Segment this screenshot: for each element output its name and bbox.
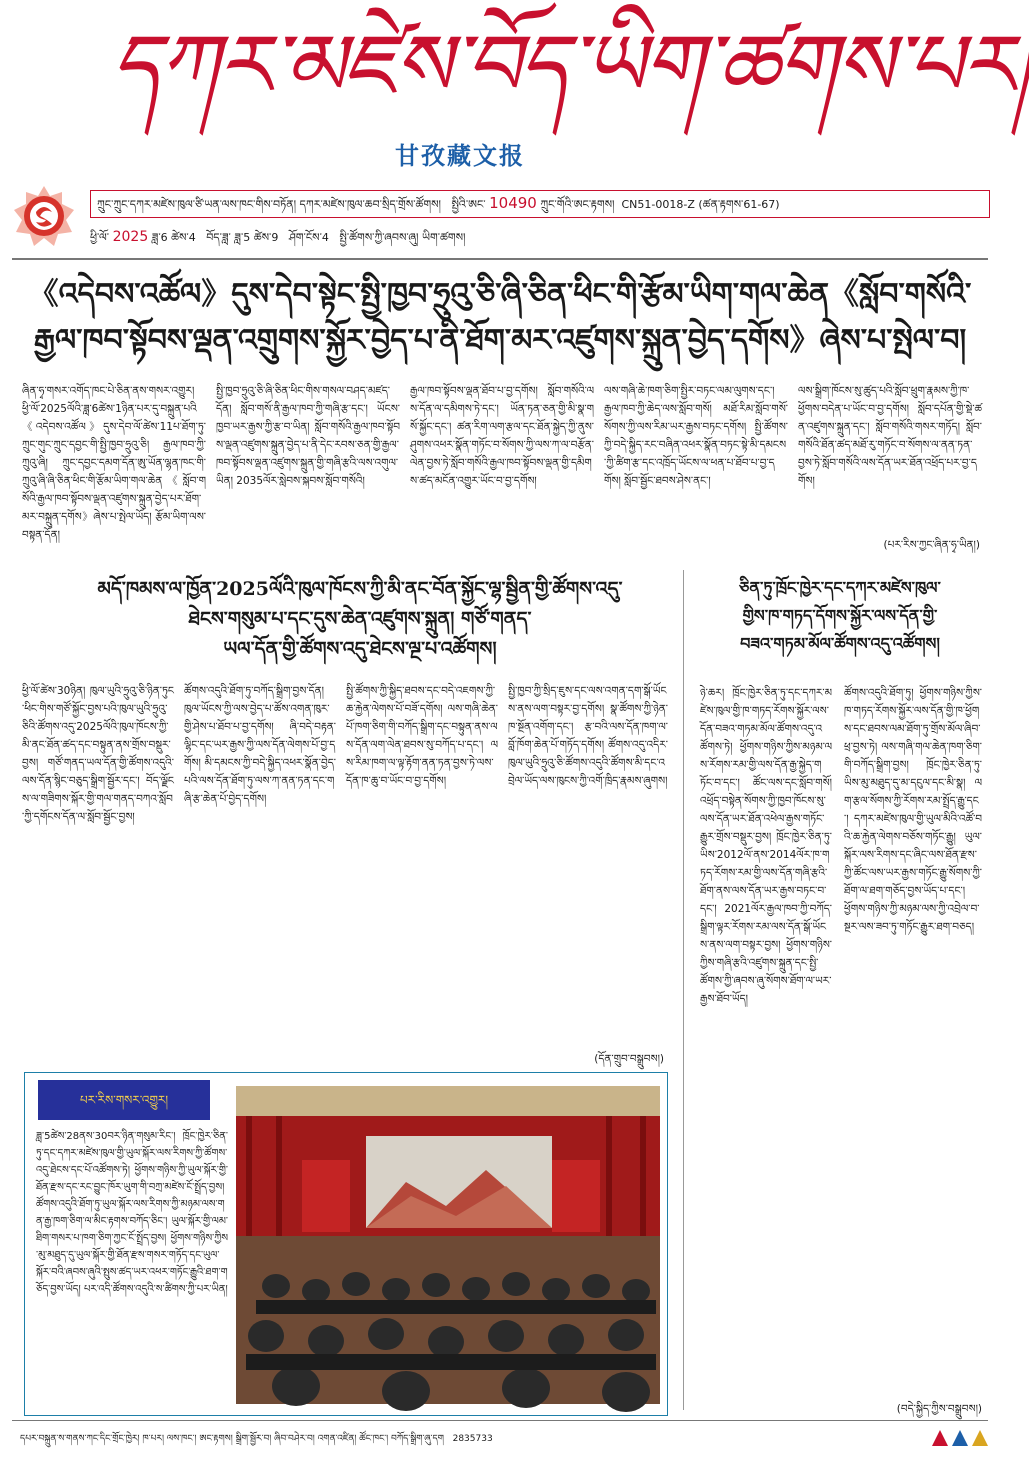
masthead xyxy=(0,0,1029,180)
page-count: ཤོག་ངོས་4 xyxy=(288,231,329,244)
footer-text: དཔར་བསྐྲུན་ས་གནས་ཀང་དིང་གྲོང་ཁྱེར། ཁ་པར། ལས་ཁང་། ཨང་རྟགས། སྒྲིག་སྦྱོར་བ། ཞིབ་བཤེར་བ། འགན་འཛིན། ཚོང་ཁང་། བཀོད་སྒྲིག་ཞུ་དག xyxy=(20,1434,444,1444)
issue-info-bar xyxy=(90,190,990,218)
lead-column-1: ཞིན་ཧྭ་གསར་འགོད་ཁང་པེ་ཅིན་ནས་གསར་འགྱུར། ཕྱི་ལོ་2025ལོའི་ཟླ་6ཚེས་1ཉིན་པར་དུ་བསྐྲུན་པའི《འདེབས་འཚོལ》དུས་དེབ་ལོ་ཚེས་11པ་ཐོག་ཏུ་ཀྲུང་གུང་ཀྲུང་དབྱང་གི་སྤྱི་ཁྱབ་ཧྲུའུ་ཅི། རྒྱལ་ཁབ་ཀྱི་ཀྲུའུ་ཞི། ཀྲུང་དབྱང་དམག་དོན་ཨུ་ཡོན་ལྷན་ཁང་གི་ཀྲུའུ་ཞི་ཞི་ཅིན་ཕིང་གི་རྩོམ་ཡིག་གལ་ཆེན《སློབ་གསོའི་རྒྱལ་ཁབ་སྟོབས་ལྡན་འཛུགས་སྐྲུན་བྱེད་པར་ཐོག་མར་བསྐྲུན་དགོས》ཞེས་པ་སྤེལ་ཡོད། རྩོམ་ཡིག་ལས་བསྟན་དོན། xyxy=(22,385,206,541)
tibetan-calendar-label: བོད་ཟླ་ xyxy=(206,231,231,244)
footer-emblem-icon xyxy=(930,1428,990,1448)
newspaper-title-tibetan: དཀར་མཛེས་བོད་ཡིག་ཚགས་པར། xyxy=(110,16,1029,116)
footer-phone: 2835733 xyxy=(452,1434,493,1444)
article3-byline: (བདེ་སྐྱིད་ཀྱིས་བསྒྲུབས།) xyxy=(896,1403,982,1415)
issue-number: 10490 xyxy=(489,194,537,212)
footer xyxy=(20,1430,980,1448)
article2-headline xyxy=(60,574,660,664)
article2-column-2: ཚོགས་འདུའི་ཐོག་ཏུ་བཀོད་སྒྲིག་བྱས་དོན། ཁུལ་ཡོངས་ཀྱི་ལས་བྱེད་པ་ཚོས་འགན་ཁུར་གྱི་ཤེས་པ་ཐོབ་པ་བྱ་དགོས། ཞི་བདེ་བརྟན་ལྷིང་དང་ཡར་རྒྱས་ཀྱི་ལས་དོན་ལེགས་པོ་བྱ་དགོས། མི་དམངས་ཀྱི་བདེ་སྐྱིད་འཕར་སྣོན་བྱེད་པའི་ལས་དོན་ཐོག་ཏུ་ལས་ཀ་ནན་ཏན་དང་གཞི་རྩ་ཆེན་པོ་བྱེད་དགོས། xyxy=(184,685,336,805)
issue-label: སྤྱིའི་ཨང་ xyxy=(451,198,486,211)
article2-headline-line-1: མདོ་ཁམས་ལ་ཁྱོན་2025ལོའི་ཁུལ་ཁོངས་ཀྱི་མི་ནང་བོན་སྐྱོང་ལྷ་སྦྱིན་གྱི་ཚོགས་འདུ་ xyxy=(97,578,623,600)
date-extra: སྤྱི་ཚོགས་ཀྱི་ཞབས་ཞུ། ཡིག་ཚགས། xyxy=(339,231,466,244)
newspaper-title-chinese: 甘孜藏文报 xyxy=(395,142,525,170)
photo-story-text: ཟླ་5ཚེས་28ནས་30བར་ཉིན་གསུམ་རིང་། ཁྲོང་ཁྱེར་ཅིན་ཏུ་དང་དཀར་མཛེས་ཁུལ་གྱི་ཡུལ་སྐོར་ལས་རིགས་ཀྱི་ཚོགས་འདུ་ཐེངས་དང་པོ་འཚོགས་ཏེ། ཕྱོགས་གཉིས་ཀྱི་ཡུལ་སྐོར་གྱི་ཐོན་རྫས་དང་རང་བྱུང་ཁོར་ཡུག་གི་བཀྲ་མཛེས་ངོ་སྤྲོད་བྱས། ཚོགས་འདུའི་ཐོག་ཏུ་ཡུལ་སྐོར་ལས་རིགས་ཀྱི་མཉམ་ལས་གན་རྒྱ་ཁག་ཅིག་ལ་མིང་རྟགས་བཀོད་ཅིང་། ཡུལ་སྐོར་གྱི་ལམ་ཐིག་གསར་པ་ཁག་ཅིག་ཀྱང་ངོ་སྤྲོད་བྱས། ཕྱོགས་གཉིས་ཀྱིས་མུ་མཐུད་དུ་ཡུལ་སྐོར་གྱི་ཐོན་རྫས་གསར་གཏོད་དང་ཡུལ་སྐོར་བའི་ཞབས་ཞུའི་སྤུས་ཚད་ཡར་འཕར་གཏོང་རྒྱུའི་ཐག་གཅོད་བྱས་ཡོད། པར་འདི་ཚོགས་འདུའི་ས་ཚིགས་ཀྱི་པར་ཡིན། xyxy=(36,1131,228,1295)
article3-column-1: ཉེ་ཆར། ཁྲོང་ཁྱེར་ཅིན་ཏུ་དང་དཀར་མཛེས་ཁུལ་གྱི་ཁ་གཏད་རོགས་སྐྱོར་ལས་དོན་བཟའ་གཏམ་མོལ་ཚོགས་འདུ་འཚོགས་ཏེ། ཕྱོགས་གཉིས་ཀྱིས་མཉམ་ལས་རོགས་རམ་གྱི་ལས་དོན་རྒྱ་སྐྱེད་གཏོང་བ་དང་། ཚོང་ལས་དང་སློབ་གསོ། འཕྲོད་བསྟེན་སོགས་ཀྱི་ཁྱབ་ཁོངས་སུ་ལས་དོན་ཡར་ཐོན་འཕེལ་རྒྱས་གཏོང་རྒྱུར་གྲོས་བསྡུར་བྱས། ཁྲོང་ཁྱེར་ཅིན་ཏུ་ཡིས་2012ལོ་ནས་2014ལོར་ཁ་གཏད་རོགས་རམ་གྱི་ལས་དོན་གཞི་རྩའི་ཐོག་ནས་ལས་དོན་ཡར་རྒྱས་བཏང་བ་དང་། 2021ལོར་རྒྱལ་ཁབ་ཀྱི་བཀོད་སྒྲིག་ལྟར་རོགས་རམ་ལས་དོན་སྒོ་ཡོངས་ནས་ལག་བསྟར་བྱས། ཕྱོགས་གཉིས་ཀྱིས་གཞི་རྩའི་འཛུགས་སྐྲུན་དང་སྤྱི་ཚོགས་ཀྱི་ཞབས་ཞུ་སོགས་ཐོག་ལ་ཡར་རྒྱས་ཐོབ་ཡོད། xyxy=(700,687,832,1005)
article3-headline-line-1: ཅིན་ཏུ་ཁྲོང་ཁྱེར་དང་དཀར་མཛེས་ཁུལ་ xyxy=(739,578,941,597)
lead-byline: (པར་རིས་ཀྱང་ཞིན་ཧྭ་ཡིན།) xyxy=(883,539,980,551)
article2-byline: (དོན་གྲུབ་བསྒྲུབས།) xyxy=(594,1053,664,1065)
year-label: ཕྱི་ལོ་ xyxy=(90,231,110,244)
code-range: (ཚན་རྟགས་61-67) xyxy=(698,198,780,211)
column-divider xyxy=(683,570,684,1410)
article2-column-4: སྤྱི་ཁྱབ་ཀྱི་སྲིད་ཇུས་དང་ལས་འགན་དག་སྒོ་ཡོངས་ནས་ལག་བསྟར་བྱ་དགོས། སྣ་ཚོགས་ཀྱི་ཉེན་ཁ་སྔོན་འགོག་དང་། རྩ་བའི་ལས་དོན་ཁག་ལ་བློ་ཁོག་ཆེན་པོ་གཏོད་དགོས། ཚོགས་འདུ་འདིར་ཁུལ་ཡུའི་ཧྲུའུ་ཅི་ཚོགས་འདུའི་ཚོགས་མི་དང་འབྲེལ་ཡོད་ལས་ཁུངས་ཀྱི་འགོ་ཁྲིད་རྣམས་ཞུགས། xyxy=(508,685,668,787)
photo-news-badge: པར་རིས་གསར་འགྱུར། xyxy=(38,1080,210,1120)
masthead-divider xyxy=(12,258,988,260)
article2-headline-line-3: ཡལ་དོན་གྱི་ཚོགས་འདུ་ཐེངས་ལྔ་པ་འཚོགས། xyxy=(223,638,497,660)
tibetan-date: ཟླ་5 ཚེས་9 xyxy=(234,231,279,244)
conference-hall-photo xyxy=(236,1086,660,1404)
article3-headline-line-2: གྱིས་ཁ་གཏད་དོགས་སྐྱོར་ལས་དོན་གྱི་ xyxy=(742,606,938,625)
article2-column-3: སྤྱི་ཚོགས་ཀྱི་སྐྱིད་ཐབས་དང་བདེ་འཇགས་ཀྱི་ཆ་རྐྱེན་ལེགས་པོ་བཟོ་དགོས། ལས་གཞི་ཆེན་པོ་ཁག་ཅིག་གི་བཀོད་སྒྲིག་དང་བསྟུན་ནས་ལས་དོན་ལག་ལེན་ཐབས་སུ་བཀོད་པ་དང་། ལས་རིམ་ཁག་ལ་ལྟ་རྟོག་ནན་ཏན་བྱས་ཏེ་ལས་དོན་ཁ་ཆུ་བ་ཡོང་བ་བྱ་དགོས། xyxy=(346,685,498,787)
article2-column-1: ཕྱི་ལོ་ཚེས་30ཉིན། ཁུལ་ཡུའི་ཧྲུའུ་ཅི་ཉིན་ཏུང་ཕིང་གིས་གཙོ་སྐྱོང་བྱས་པའི་ཁུལ་ཡུའི་ཧྲུའུ་ཅིའི་ཚོགས་འདུ་2025ལོའི་ཁུལ་ཁོངས་ཀྱི་མི་ནང་ཐོན་ཚད་དང་བསྟུན་ནས་གྲོས་བསྡུར་བྱས། གཙོ་གནད་ཡལ་དོན་གྱི་ཚོགས་འདུའི་ལས་དོན་སྙིང་བཅུད་སྒྲིག་སྦྱོར་དང་། བོད་ལྗོངས་ལ་གཟིགས་སྐོར་གྱི་གལ་གནད་བཀའ་སློབ་ཀྱི་དགོངས་དོན་ལ་སློབ་སྦྱོང་བྱས། xyxy=(22,685,174,823)
footer-divider xyxy=(12,1420,988,1421)
month-day: ཟླ་6 ཚེས་4 xyxy=(151,231,196,244)
sponsor-text: ཀྲུང་ཀྲུང་དཀར་མཛེས་ཁུལ་ཙི་ཡན་ལས་ཁང་གིས་བཏོན། དཀར་མཛེས་ཁུལ་ཆབ་སྲིད་གྲོས་ཚོགས། xyxy=(97,198,441,211)
cn-code: CN51-0018-Z xyxy=(621,198,695,211)
article3-headline xyxy=(700,574,980,658)
lead-column-2: སྤྱི་ཁྱབ་ཧྲུའུ་ཅི་ཞི་ཅིན་ཕིང་གིས་གསལ་བཤད་མཛད་དོན། སློབ་གསོ་ནི་རྒྱལ་ཁབ་ཀྱི་གཞི་རྩ་དང་། ཡོངས་ཁྱབ་ཡར་རྒྱས་ཀྱི་རྩ་བ་ཡིན། སློབ་གསོའི་རྒྱལ་ཁབ་སྟོབས་ལྡན་འཛུགས་སྐྲུན་བྱེད་པ་ནི་དེང་རབས་ཅན་གྱི་རྒྱལ་ཁབ་སྟོབས་ལྡན་འཛུགས་སྐྲུན་གྱི་གཞི་རྩའི་ལས་འགུལ་ཡིན། 2035ལོར་སླེབས་སྐབས་སློབ་གསོའི། xyxy=(216,385,400,487)
article3-headline-line-3: བཟའ་གཏམ་མོལ་ཚོགས་འདུ་འཚོགས། xyxy=(740,634,940,653)
date-line xyxy=(90,226,990,248)
article2-headline-line-2: ཐེངས་གསུམ་པ་དང་དུས་ཆེན་འཛུགས་སྐྲུན། གཙོ་གནད་ xyxy=(188,608,532,630)
lead-column-3: རྒྱལ་ཁབ་སྟོབས་ལྡན་ཐོབ་པ་བྱ་དགོས། སློབ་གསོའི་ལས་དོན་ལ་དམིགས་ཏེ་དང་། ཡོན་ཏན་ཅན་གྱི་མི་སྣ་གསོ་སྐྱོང་དང་། ཚན་རིག་ལག་རྩལ་དང་ཐོན་སྐྱེད་ཀྱི་ནུས་ཤུགས་འཕར་སྣོན་གཏོང་བ་སོགས་ཀྱི་ལས་ཀ་ལ་བརྩོན་ལེན་བྱས་ཏེ་སློབ་གསོའི་རྒྱལ་ཁབ་སྟོབས་ལྡན་གྱི་དམིགས་ཚད་མངོན་འགྱུར་ཡོང་བ་བྱ་དགོས། xyxy=(410,385,595,487)
year: 2025 xyxy=(112,229,149,245)
lead-column-4: ལས་གཞི་ཆེ་ཁག་ཅིག་སྤྱིར་བཏང་ལམ་ལུགས་དང་། རྒྱལ་ཁབ་ཀྱི་ཆེད་ལས་སློབ་གསོ། མཐོ་རིམ་སློབ་གསོ་སོགས་ཀྱི་ལས་རིམ་ཡར་རྒྱས་བཏང་དགོས། སྤྱི་ཚོགས་ཀྱི་བདེ་སྐྱིད་རང་བཞིན་འཕར་སྣོན་བཏང་སྟེ་མི་དམངས་ཀྱི་ཚིག་རྩ་དང་འཁྲོད་ཡོངས་ལ་ཕན་པ་ཐོབ་པ་བྱ་དགོས། སློབ་སྦྱོང་ཐབས་ཤེས་ནང་། xyxy=(604,385,788,487)
lead-headline: 《འདེབས་འཚོལ》དུས་དེབ་སྟེང་སྤྱི་ཁྱབ་ཧྲུའུ་ཅི་ཞི་ཅིན་ཕིང་གི་རྩོམ་ཡིག་གལ་ཆེན《སློབ་གསོའི་རྒྱལ་ཁབ་སྟོབས་ལྡན་འགྲུགས་སྐྱོར་བྱེད་པ་ནི་ཐོག་མར་འཛུགས་སྐྲུན་བྱེད་དགོས》ཞེས་པ་སྤེལ་བ། xyxy=(28,277,972,358)
issue-suffix: ཀྲུང་གོའི་ཨང་རྟགས། xyxy=(540,198,615,211)
article3-column-2: ཚོགས་འདུའི་ཐོག་ཏུ། ཕྱོགས་གཉིས་ཀྱིས་ཁ་གཏད་རོགས་སྐྱོར་ལས་དོན་གྱི་ཁ་ཕྱོགས་དང་ཐབས་ལམ་ཐོག་ཏུ་གྲོས་མོལ་ཞིབ་ཕྲ་བྱས་ཏེ། ལས་གཞི་གལ་ཆེན་ཁག་ཅིག་གི་བཀོད་སྒྲིག་བྱས། ཁྲོང་ཁྱེར་ཅིན་ཏུ་ཡིས་མུ་མཐུད་དུ་མ་དངུལ་དང་མི་སྣ། ལག་རྩལ་སོགས་ཀྱི་རོགས་རམ་སྤྲོད་རྒྱུ་དང་། དཀར་མཛེས་ཁུལ་གྱི་ཡུལ་མིའི་འཚོ་བའི་ཆ་རྐྱེན་ལེགས་བཅོས་གཏོང་རྒྱུ། ཡུལ་སྐོར་ལས་རིགས་དང་ཞིང་ལས་ཐོན་རྫས་ཀྱི་ཚོང་ལས་ཡར་རྒྱས་གཏོང་རྒྱུ་སོགས་ཀྱི་ཐོག་ལ་ཐག་གཅོད་བྱས་ཡོད་པ་དང་། ཕྱོགས་གཉིས་ཀྱི་མཉམ་ལས་ཀྱི་འབྲེལ་བ་སྔར་ལས་ཟབ་ཏུ་གཏོང་རྒྱུར་ཐག་བཅད། xyxy=(844,687,982,933)
newspaper-logo-icon xyxy=(12,184,76,248)
lead-column-5: ལས་སྒྲིག་ཁོངས་སུ་ཚུད་པའི་སློབ་ཕྲུག་རྣམས་ཀྱི་ཁ་ཕྱོགས་བདེན་པ་ཡོང་བ་བྱ་དགོས། སློབ་དཔོན་གྱི་སྡེ་ཚན་འཛུགས་སྐྲུན་དང་། སློབ་གསོའི་གསར་གཏོད། སློབ་གསོའི་ཐོན་ཚད་མཐོ་རུ་གཏོང་བ་སོགས་ལ་ནན་ཏན་བྱས་ཏེ་སློབ་གསོའི་ལས་དོན་ཡར་ཐོན་འཕྲོད་པར་བྱ་དགོས། xyxy=(798,385,982,487)
